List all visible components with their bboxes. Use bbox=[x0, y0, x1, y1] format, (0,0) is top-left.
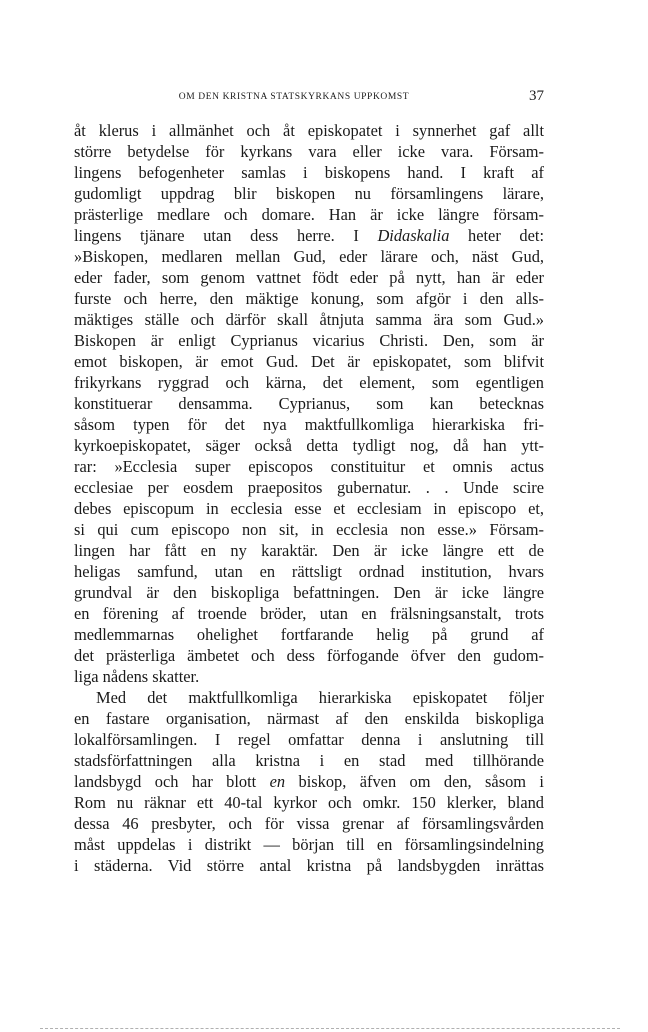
line-text: Rom nu räknar ett 40-tal kyrkor och omkr. 150 klerker, bland bbox=[74, 793, 544, 812]
line-text: heter det: bbox=[449, 226, 544, 245]
text-line bbox=[74, 519, 544, 540]
line-text: lokalförsamlingen. I regel omfattar denna i anslutning till bbox=[74, 730, 544, 749]
text-line bbox=[74, 750, 544, 771]
italic-term: en bbox=[269, 772, 286, 791]
line-text: rar: »Ecclesia super episcopos constituitur et omnis actus bbox=[74, 457, 544, 476]
line-text: det prästerliga ämbetet och dess förfogande öfver den gudom- bbox=[74, 646, 544, 665]
text-line bbox=[74, 162, 544, 183]
text-line bbox=[74, 414, 544, 435]
line-text: konstituerar densamma. Cyprianus, som kan betecknas bbox=[74, 394, 544, 413]
text-line bbox=[74, 582, 544, 603]
line-text: dessa 46 presbyter, och för vissa grenar af församlingsvården bbox=[74, 814, 544, 833]
line-text: heligas samfund, utan en rättsligt ordnad institution, hvars bbox=[74, 562, 544, 581]
line-text: ecclesiae per eosdem praepositos gubernatur. . . Unde scire bbox=[74, 478, 544, 497]
text-line bbox=[74, 435, 544, 456]
text-line bbox=[74, 120, 544, 141]
line-text: lingens befogenheter samlas i biskopens hand. I kraft af bbox=[74, 163, 544, 182]
text-line bbox=[74, 666, 544, 687]
line-text: såsom typen för det nya maktfullkomliga hierarkiska fri- bbox=[74, 415, 544, 434]
text-line bbox=[74, 372, 544, 393]
line-text: prästerlige medlare och domare. Han är icke längre försam- bbox=[74, 205, 544, 224]
line-text: Biskopen är enligt Cyprianus vicarius Christi. Den, som är bbox=[74, 331, 544, 350]
line-text: »Biskopen, medlaren mellan Gud, eder lärare och, näst Gud, bbox=[74, 247, 544, 266]
text-line bbox=[74, 204, 544, 225]
running-head bbox=[74, 88, 544, 108]
line-text: si qui cum episcopo non sit, in ecclesia non esse.» Försam- bbox=[74, 520, 544, 539]
line-text: en fastare organisation, närmast af den enskilda biskopliga bbox=[74, 709, 544, 728]
line-text: lingens tjänare utan dess herre. I bbox=[74, 226, 378, 245]
line-text: lingen har fått en ny karaktär. Den är icke längre ett de bbox=[74, 541, 544, 560]
text-line bbox=[74, 834, 544, 855]
line-text: måst uppdelas i distrikt — början till en församlingsindelning bbox=[74, 835, 544, 854]
line-text: i städerna. Vid större antal kristna på landsbygden inrättas bbox=[74, 856, 544, 875]
text-line bbox=[74, 309, 544, 330]
text-line bbox=[74, 267, 544, 288]
line-text: större betydelse för kyrkans vara eller icke vara. Försam- bbox=[74, 142, 544, 161]
italic-term: Didaskalia bbox=[377, 226, 450, 245]
text-line bbox=[74, 456, 544, 477]
text-line bbox=[74, 498, 544, 519]
line-text: frikyrkans ryggrad och kärna, det element, som egentligen bbox=[74, 373, 544, 392]
text-line bbox=[74, 687, 544, 708]
page-bottom-edge bbox=[40, 1028, 620, 1029]
line-text: gudomligt uppdrag blir biskopen nu församlingens lärare, bbox=[74, 184, 544, 203]
text-line bbox=[74, 813, 544, 834]
text-line bbox=[74, 351, 544, 372]
line-text: medlemmarnas ohelighet fortfarande helig på grund af bbox=[74, 625, 544, 644]
line-text: stadsförfattningen alla kristna i en stad med tillhörande bbox=[74, 751, 544, 770]
line-text: furste och herre, den mäktige konung, som afgör i den alls- bbox=[74, 289, 544, 308]
text-line bbox=[74, 183, 544, 204]
text-line bbox=[74, 645, 544, 666]
text-line bbox=[74, 225, 544, 246]
line-text: debes episcopum in ecclesia esse et ecclesiam in episcopo et, bbox=[74, 499, 544, 518]
text-line bbox=[74, 561, 544, 582]
text-line bbox=[74, 792, 544, 813]
line-text: Med det maktfullkomliga hierarkiska episkopatet följer bbox=[96, 688, 544, 707]
line-text: eder fader, som genom vattnet födt eder på nytt, han är eder bbox=[74, 268, 544, 287]
text-line bbox=[74, 855, 544, 876]
line-text: mäktiges ställe och därför skall åtnjuta samma ära som Gud.» bbox=[74, 310, 544, 329]
line-text: landsbygd och har blott bbox=[74, 772, 270, 791]
line-text: en förening af troende bröder, utan en frälsningsanstalt, trots bbox=[74, 604, 544, 623]
text-line bbox=[74, 708, 544, 729]
running-title: OM DEN KRISTNA STATSKYRKANS UPPKOMST bbox=[178, 92, 410, 102]
line-text: biskop, äfven om den, såsom i bbox=[285, 772, 544, 791]
text-line bbox=[74, 141, 544, 162]
body-text bbox=[74, 120, 544, 876]
text-line bbox=[74, 771, 544, 792]
page-number: 37 bbox=[529, 88, 544, 104]
text-line bbox=[74, 603, 544, 624]
line-text: emot biskopen, är emot Gud. Det är episkopatet, som blifvit bbox=[74, 352, 544, 371]
line-text: liga nådens skatter. bbox=[74, 667, 200, 686]
text-line bbox=[74, 393, 544, 414]
text-line bbox=[74, 477, 544, 498]
line-text: grundval är den biskopliga befattningen. Den är icke längre bbox=[74, 583, 544, 602]
text-line bbox=[74, 624, 544, 645]
text-line bbox=[74, 540, 544, 561]
text-line bbox=[74, 288, 544, 309]
line-text: åt klerus i allmänhet och åt episkopatet i synnerhet gaf allt bbox=[74, 121, 544, 140]
text-line bbox=[74, 330, 544, 351]
text-line bbox=[74, 246, 544, 267]
text-line bbox=[74, 729, 544, 750]
line-text: kyrkoepiskopatet, säger också detta tydligt nog, då han ytt- bbox=[74, 436, 544, 455]
